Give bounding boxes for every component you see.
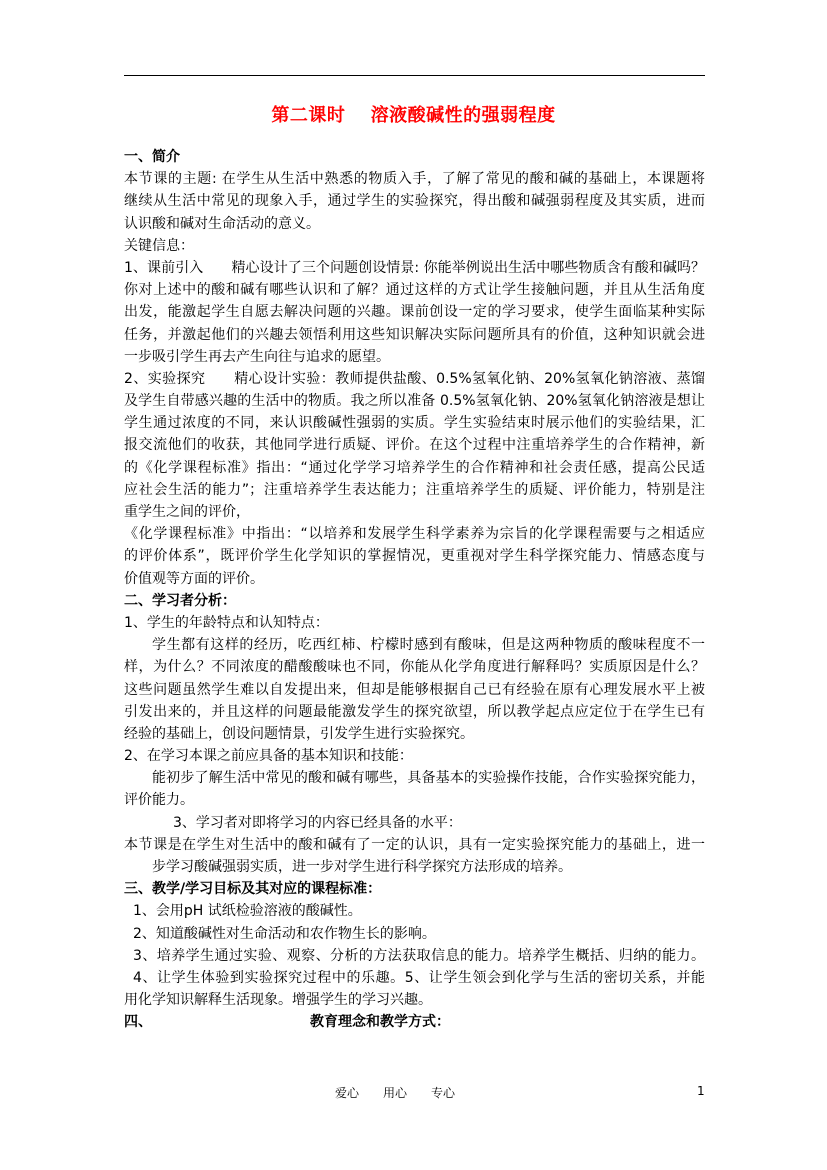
text-line: 重学生之间的评价，: [124, 504, 250, 520]
text-line: 认识酸和碱对生命活动的意义。: [124, 215, 320, 232]
text-line: 价值观等方面的评价。: [124, 570, 264, 587]
text-line: 4、让学生体验到实验探究过程中的乐趣。5、让学生领会到化学与生活的密切关系，并能: [133, 969, 705, 986]
section-heading: 二、学习者分析：: [124, 592, 236, 609]
section-heading: 三、教学/学习目标及其对应的课程标准：: [124, 881, 382, 898]
text-line: 关键信息：: [124, 237, 194, 254]
footer-motto: 爱心 用心 专心: [334, 1086, 455, 1100]
text-line: 的《化学课程标准》指出：“通过化学学习培养学生的合作精神和社会责任感，提高公民适: [124, 459, 705, 476]
text-line: 及学生自带感兴趣的生活中的物质。我之所以准备 0.5%氢氧化钠、20%氢氧化钠溶液是想让: [124, 393, 705, 410]
section-heading: 一、简介: [124, 149, 180, 165]
text-line: 引发出来的，并且这样的问题最能激发学生的探究欲望，所以教学起点应定位于在学生已有: [124, 703, 705, 720]
text-line: 学生通过浓度的不同，来认识酸碱性强弱的实质。学生实验结束时展示他们的实验结果，汇: [124, 415, 705, 432]
text-line: 1、会用pH 试纸检验溶液的酸碱性。: [133, 903, 362, 920]
text-line: 一步吸引学生再去产生向往与追求的愿望。: [124, 348, 390, 365]
text-line: 这些问题虽然学生难以自发提出来，但却是能够根据自己已有经验在原有心理发展水平上被: [124, 681, 705, 698]
document-body: [124, 146, 705, 1034]
page-number: 1: [697, 1084, 705, 1098]
text-line: 应社会生活的能力”；注重培养学生表达能力；注重培养学生的质疑、评价能力，特别是注: [124, 481, 705, 498]
section-number: 四、: [124, 1014, 152, 1031]
section-heading-4: [124, 1011, 705, 1033]
text-line: 报交流他们的收获，其他同学进行质疑、评价。在这个过程中注重培养学生的合作精神，新: [124, 437, 705, 454]
text-line: 评价能力。: [124, 792, 194, 809]
text-line: 样，为什么？不同浓度的醋酸酸味也不同，你能从化学角度进行解释吗？实质原因是什么？: [124, 659, 705, 676]
text-line: 3、学习者对即将学习的内容已经具备的水平：: [173, 814, 462, 831]
text-line: 《化学课程标准》中指出：“以培养和发展学生科学素养为宗旨的化学课程需要与之相适应: [124, 526, 705, 543]
text-line: 步学习酸碱强弱实质，进一步对学生进行科学探究方法形成的培养。: [152, 859, 572, 875]
text-line: 能初步了解生活中常见的酸和碱有哪些，具备基本的实验操作技能，合作实验探究能力，: [152, 770, 705, 787]
text-line: 继续从生活中常见的现象入手，通过学生的实验探究，得出酸和碱强弱程度及其实质，进而: [124, 193, 705, 210]
text-line: 1、学生的年龄特点和认知特点：: [124, 614, 329, 631]
header-rule: [124, 75, 705, 76]
text-line: 2、在学习本课之前应具备的基本知识和技能：: [124, 748, 413, 765]
text-line: 你对上述中的酸和碱有哪些认识和了解？通过这样的方式让学生接触问题，并且从生活角度: [124, 282, 705, 299]
text-line: 学生都有这样的经历，吃西红柿、柠檬时感到有酸味，但是这两种物质的酸味程度不一: [152, 637, 705, 654]
document-title: 第二课时 溶液酸碱性的强弱程度: [271, 105, 556, 126]
text-line: 本节课是在学生对生活中的酸和碱有了一定的认识，具有一定实验探究能力的基础上，进一: [124, 836, 705, 853]
text-line: 出发，能激起学生自愿去解决问题的兴趣。课前创设一定的学习要求，使学生面临某种实际: [124, 304, 705, 321]
text-line: 用化学知识解释生活现象。增强学生的学习兴趣。: [124, 992, 432, 1009]
text-line: 经验的基础上，创设问题情景，引发学生进行实验探究。: [124, 725, 474, 742]
text-line: 3、培养学生通过实验、观察、分析的方法获取信息的能力。培养学生概括、归纳的能力。: [133, 947, 705, 964]
text-line: 2、实验探究 精心设计实验：教师提供盐酸、0.5%氢氧化钠、20%氢氧化钠溶液、蒸馏: [124, 370, 705, 387]
text-line: 的评价体系”，既评价学生化学知识的掌握情况，更重视对学生科学探究能力、情感态度与: [124, 548, 705, 565]
text-line: 本节课的主题: 在学生从生活中熟悉的物质入手，了解了常见的酸和碱的基础上，本课题将: [124, 171, 705, 188]
text-line: 1、课前引入 精心设计了三个问题创设情景: 你能举例说出生活中哪些物质含有酸和碱吗？: [124, 259, 705, 276]
section-title: 教育理念和教学方式：: [310, 1014, 450, 1031]
text-line: 任务，并激起他们的兴趣去领悟利用这些知识解决实际问题所具有的价值，这种知识就会进: [124, 326, 705, 343]
text-line: 2、知道酸碱性对生命活动和农作物生长的影响。: [133, 925, 436, 942]
